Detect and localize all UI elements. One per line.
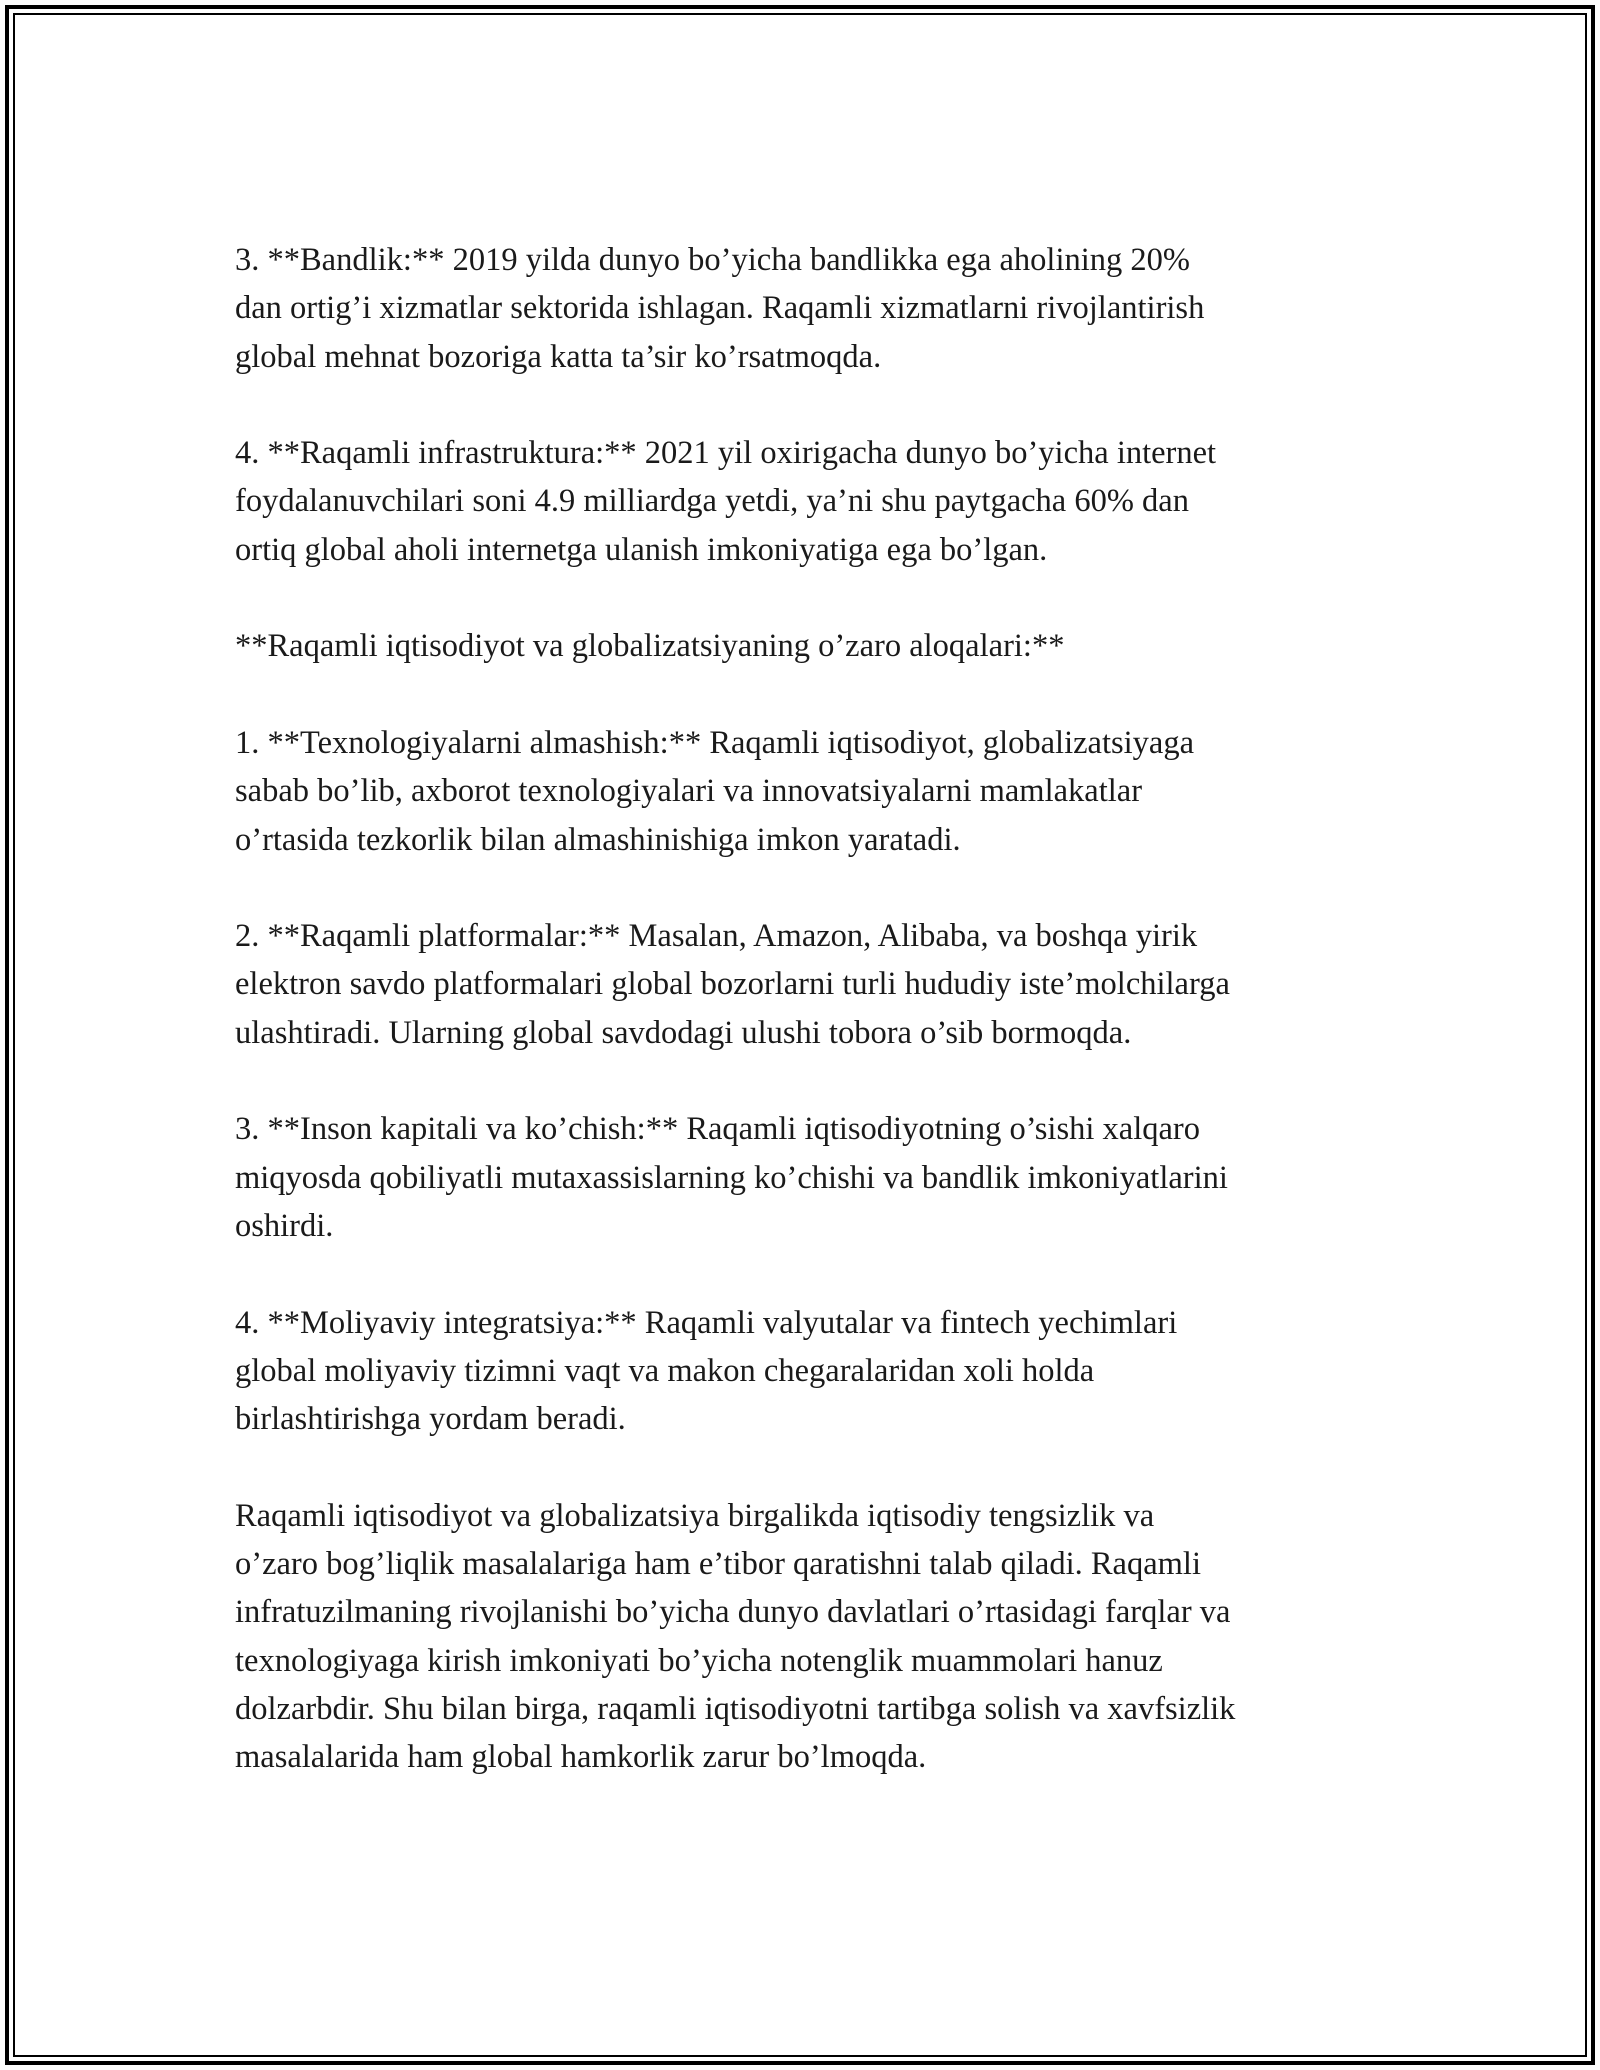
paragraph-line: elektron savdo platformalari global bozorlarni turli hududiy iste’molchilarga bbox=[235, 966, 1230, 1003]
document-paragraph bbox=[235, 236, 1395, 381]
paragraph-line: masalalarida ham global hamkorlik zarur bo’lmoqda. bbox=[235, 1739, 927, 1776]
paragraph-line: ulashtiradi. Ularning global savdodagi ulushi tobora o’sib bormoqda. bbox=[235, 1014, 1132, 1051]
document-paragraph bbox=[235, 429, 1395, 574]
paragraph-line: 4. **Raqamli infrastruktura:** 2021 yil oxirigacha dunyo bo’yicha internet bbox=[235, 435, 1217, 472]
paragraph-line: texnologiyaga kirish imkoniyati bo’yicha notenglik muammolari hanuz bbox=[235, 1642, 1163, 1679]
document-paragraph bbox=[235, 622, 1395, 670]
paragraph-line: o’zaro bog’liqlik masalalariga ham e’tibor qaratishni talab qiladi. Raqamli bbox=[235, 1546, 1201, 1583]
paragraph-line: dolzarbdir. Shu bilan birga, raqamli iqtisodiyotni tartibga solish va xavfsizlik bbox=[235, 1690, 1236, 1727]
paragraph-line: Raqamli iqtisodiyot va globalizatsiya birgalikda iqtisodiy tengsizlik va bbox=[235, 1497, 1155, 1534]
document-paragraph bbox=[235, 1105, 1395, 1250]
document-paragraph bbox=[235, 912, 1395, 1057]
paragraph-line: 4. **Moliyaviy integratsiya:** Raqamli valyutalar va fintech yechimlari bbox=[235, 1304, 1178, 1341]
paragraph-line: global mehnat bozoriga katta ta’sir ko’rsatmoqda. bbox=[235, 338, 882, 375]
paragraph-line: o’rtasida tezkorlik bilan almashinishiga imkon yaratadi. bbox=[235, 821, 961, 858]
document-paragraph bbox=[235, 719, 1395, 864]
paragraph-line: 3. **Inson kapitali va ko’chish:** Raqamli iqtisodiyotning o’sishi xalqaro bbox=[235, 1111, 1200, 1148]
paragraph-line: ortiq global aholi internetga ulanish imkoniyatiga ega bo’lgan. bbox=[235, 531, 1048, 568]
document-paragraph bbox=[235, 1299, 1395, 1444]
paragraph-line: 1. **Texnologiyalarni almashish:** Raqamli iqtisodiyot, globalizatsiyaga bbox=[235, 724, 1195, 761]
paragraph-line: 3. **Bandlik:** 2019 yilda dunyo bo’yicha bandlikka ega aholining 20% bbox=[235, 242, 1190, 278]
paragraph-line: miqyosda qobiliyatli mutaxassislarning ko’chishi va bandlik imkoniyatlarini bbox=[235, 1159, 1228, 1196]
paragraph-line: sabab bo’lib, axborot texnologiyalari va innovatsiyalarni mamlakatlar bbox=[235, 773, 1143, 810]
paragraph-line: infratuzilmaning rivojlanishi bo’yicha dunyo davlatlari o’rtasidagi farqlar va bbox=[235, 1594, 1231, 1631]
paragraph-line: global moliyaviy tizimni vaqt va makon chegaralaridan xoli holda bbox=[235, 1352, 1095, 1389]
document-body bbox=[235, 236, 1395, 1782]
paragraph-line: foydalanuvchilari soni 4.9 milliardga yetdi, ya’ni shu paytgacha 60% dan bbox=[235, 483, 1189, 520]
paragraph-line: 2. **Raqamli platformalar:** Masalan, Amazon, Alibaba, va boshqa yirik bbox=[235, 918, 1198, 955]
paragraph-line: oshirdi. bbox=[235, 1207, 334, 1244]
document-paragraph bbox=[235, 1492, 1395, 1782]
paragraph-line: birlashtirishga yordam beradi. bbox=[235, 1401, 626, 1438]
paragraph-line: dan ortig’i xizmatlar sektorida ishlagan. Raqamli xizmatlarni rivojlantirish bbox=[235, 290, 1205, 327]
paragraph-line: **Raqamli iqtisodiyot va globalizatsiyaning o’zaro aloqalari:** bbox=[235, 628, 1065, 665]
